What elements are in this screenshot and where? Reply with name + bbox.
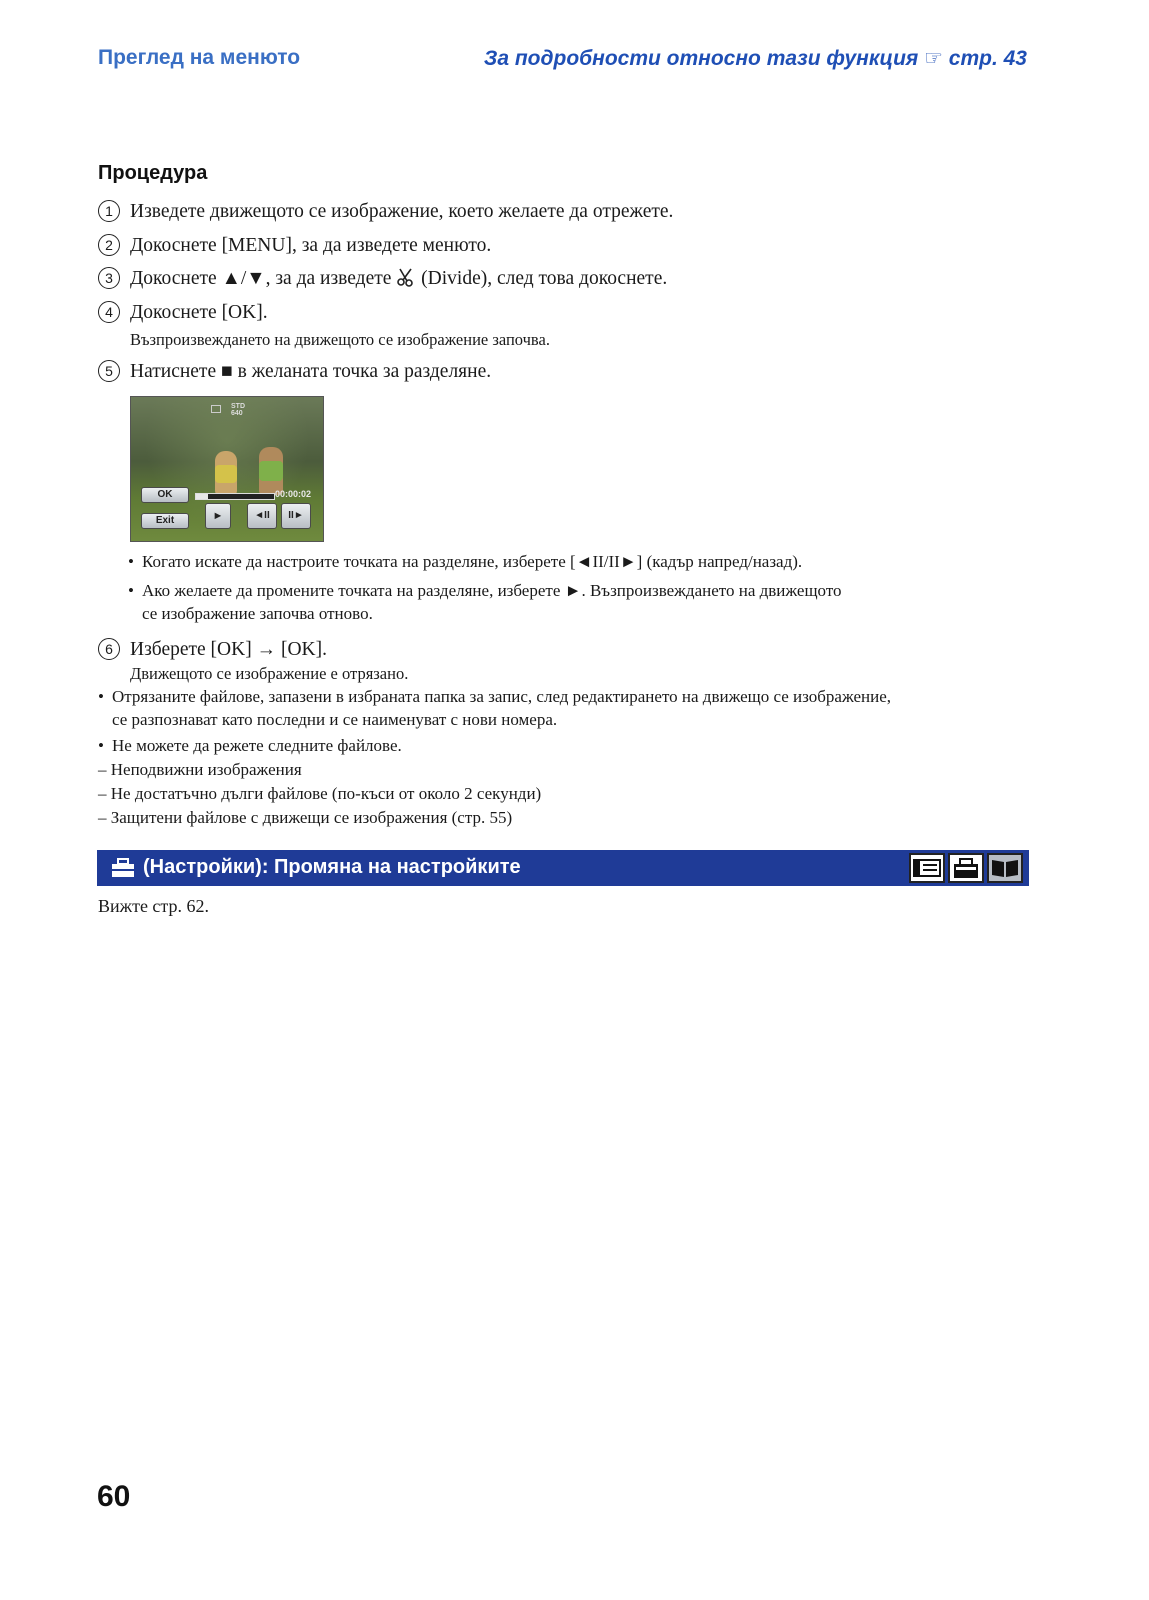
step-6-note: Движещото се изображение е отрязано.	[130, 664, 409, 683]
header-page-ref[interactable]: стр. 43	[948, 47, 1027, 70]
step-number: 1	[98, 200, 120, 222]
section-title: (Настройки): Промяна на настройките	[143, 856, 521, 878]
page-number: 60	[97, 1480, 131, 1513]
child-figure	[259, 447, 283, 495]
step5-bullet-2-cont: се изображение започва отново.	[142, 604, 373, 623]
image-size-badge: STD 640	[231, 403, 245, 417]
movie-mode-icon	[211, 405, 221, 413]
step-number: 2	[98, 234, 120, 256]
step-number: 4	[98, 301, 120, 323]
step-3	[98, 267, 667, 290]
menu-tab-icon[interactable]	[948, 853, 984, 883]
step-1	[98, 200, 673, 223]
dash-item-2: – Не достатъчно дълги файлове (по-къси от около 2 секунди)	[98, 784, 542, 803]
note-1-cont: се разпознават като последни и се наименуват с нови номера.	[112, 710, 558, 729]
step5-bullet-1: • Когато искате да настроите точката на разделяне, изберете [◄II/II►] (кадър напред/назад).	[128, 552, 803, 571]
camera-screen-illustration	[130, 396, 324, 542]
step-number: 3	[98, 267, 120, 289]
step-text: Докоснете [OK].	[130, 302, 268, 323]
header-reference[interactable]	[484, 46, 1027, 71]
step-text: Изберете [OK] → [OK].	[130, 639, 327, 660]
step-text: Докоснете [MENU], за да изведете менюто.	[130, 235, 492, 256]
header-section-link[interactable]: Преглед на менюто	[98, 46, 301, 69]
child-figure	[215, 451, 237, 495]
contents-tab-icon[interactable]	[909, 853, 945, 883]
note-2: • Не можете да режете следните файлове.	[98, 736, 402, 755]
step-4	[98, 301, 268, 324]
step5-bullet-2: • Ако желаете да промените точката на разделяне, изберете ►. Възпроизвеждането на движещото	[128, 581, 842, 600]
dash-item-1: – Неподвижни изображения	[98, 760, 302, 779]
step-2	[98, 234, 491, 257]
step-text: Изведете движещото се изображение, което желаете да отрежете.	[130, 201, 674, 222]
step-text-pre: Докоснете ▲/▼, за да изведете	[130, 268, 392, 289]
step-number: 6	[98, 638, 120, 660]
frame-back-button[interactable]: ◄II	[247, 503, 277, 529]
step-number: 5	[98, 360, 120, 382]
playback-time: 00:00:02	[275, 489, 312, 499]
step-4-note: Възпроизвеждането на движещото се изображение започва.	[130, 330, 550, 349]
index-tab-icon[interactable]	[987, 853, 1023, 883]
scissors-icon	[396, 268, 421, 289]
toolbox-icon	[111, 858, 133, 878]
pointing-hand-icon: ☞	[924, 47, 943, 70]
step-text-post: (Divide), след това докоснете.	[421, 268, 668, 289]
header-reference-text: За подробности относно тази функция	[483, 47, 919, 70]
screen-exit-button[interactable]: Exit	[141, 513, 189, 529]
step-5	[98, 360, 491, 383]
play-button[interactable]: ►	[205, 503, 231, 529]
frame-forward-button[interactable]: II►	[281, 503, 311, 529]
settings-section-header	[97, 850, 1029, 886]
screen-ok-button[interactable]: OK	[141, 487, 189, 503]
step-text: Натиснете ■ в желаната точка за разделяне.	[130, 361, 492, 382]
see-page-reference[interactable]: Вижте стр. 62.	[98, 896, 210, 916]
procedure-title: Процедура	[98, 162, 208, 184]
dash-item-3: – Защитени файлове с движещи се изображения (стр. 55)	[98, 808, 513, 827]
note-1: • Отрязаните файлове, запазени в избраната папка за запис, след редактирането на движещо се изображение,	[98, 687, 891, 706]
playback-progress-bar	[195, 493, 275, 500]
step-6	[98, 638, 327, 661]
